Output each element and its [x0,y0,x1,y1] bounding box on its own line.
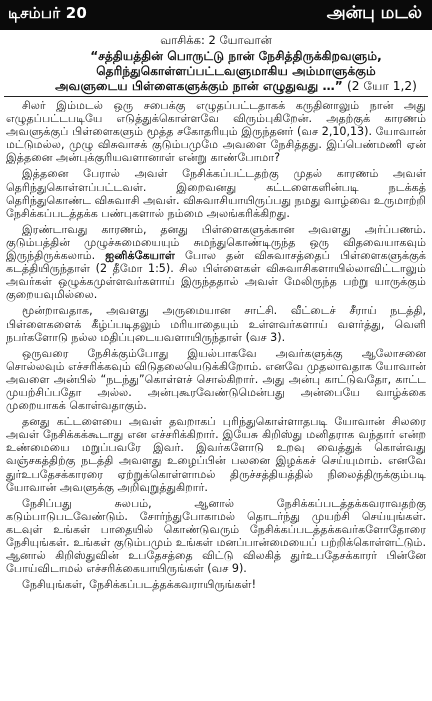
article-body [6,99,426,594]
reading-reference: வாசிக்க: 2 யோவான் [160,33,272,47]
header-date: டிசம்பர் 20 [8,4,88,22]
verse-line: தெரிந்துகொள்ளப்பட்டவளுமாகிய அம்மாளுக்கும் [96,64,376,78]
verse-line-text: அவளுடைய பிள்ளைகளுக்கும் நான் எழுதுவது …” [55,79,343,93]
paragraph: ஒருவரை நேசிக்கும்போது இயல்பாகவே அவர்களுக்கு ஆலோசனை சொல்லவும் எச்சரிக்கவும் விடுதலையெடுக்கிறோம். எனவே முதலாவதாக யோவான் அவளை அன்பில் “நடந்து”கொள்ளச் சொல்கிறார். அது அன்பு காட்டுவதோ, காட்ட முயற்சிப்பதோ அல்ல. அன்புகூரவேண்டுமென்பது அன்பையே வாழ்க்கை முறையாகக் கொள்வதாகும். [6,346,426,413]
verse-line [50,79,422,94]
highlighted-name: ஐனிக்கேயாள் [105,249,175,263]
paragraph: இத்தனை பேரால் அவள் நேசிக்கப்பட்டதற்கு முதல் காரணம் அவள் தெரிந்துகொள்ளப்பட்டவள். இறைவனது கட்டளைகளின்படி நடக்கத் தெரிந்துகொண்ட விசுவாசி அவள். விசுவாசியாயிருப்பது நமது வாழ்வை உருமாற்றி நேசிக்கப்படத்தக்க பண்புகளால் நம்மை அலங்கரிக்கிறது. [6,167,427,220]
paragraph-text: போல தன் விசுவாசத்தைப் பிள்ளைகளுக்குக் கடத்தியிருந்தாள் (2 தீமோ 1:5). சில பிள்ளைகள் விசுவாசிகளாயில்லாவிட்டாலும் அவர்கள் ஒழுக்கமுள்ளவர்களாய் இருந்ததால் அவள் மேலிருந்த பற்று யாருக்கும் குறையவுமில்லை. [6,249,426,302]
verse-line: “சத்தியத்தின் பொருட்டு நான் நேசித்திருக்கிறவளும், [90,49,382,63]
paragraph: மூன்றாவதாக, அவளது அருமையான சாட்சி. வீட்டைச் சீராய் நடத்தி, பிள்ளைகளைக் கீழ்ப்படிதலும் மரியாதையும் உள்ளவர்களாய் வளர்த்து, வெளி நபர்களோடு நல்ல மதிப்புடையவளாயிருந்தாள் (வச 3). [6,304,426,344]
closing-line: நேசியுங்கள், நேசிக்கப்படத்தக்கவராயிருங்கள்! [22,578,257,592]
paragraph: தனது கட்டளையை அவள் தவறாகப் புரிந்துகொள்ளாதபடி யோவான் சிலரை அவள் நேசிக்கக்கூடாது என எச்சரிக்கிறார். இயேசு கிறிஸ்து மனிதராக வந்தார் என்ற உண்மையை மறுப்பவரே இவர். இவர்களோடு உறவு வைத்துக் கொள்வது வஞ்சகத்திற்கு நடத்தி அவளது உழைப்பின் பலனை இழக்கச் செய்யுமாம். எனவே துர்உபதேசக்காரரை ஏற்றுக்கொள்ளாமல் திருச்சத்தியத்தில் நிலைத்திருக்கும்படி யோவான் அவளுக்கு அறிவுறுத்துகிறார். [6,415,426,494]
header-title: அன்பு மடல் [326,3,422,23]
paragraph: சிலர் இம்மடல் ஒரு சபைக்கு எழுதப்பட்டதாகக் கருதினாலும் நான் அது எழுதப்பட்டபடியே எடுத்துக்கொள்ளவே விரும்புகிறேன். அதற்குக் காரணம் அவளுக்குப் பிள்ளைகளும் மூத்த சகோதரியும் இருந்தனர் (வச 2,10,13). யோவான் மட்டுமல்ல, முழு விசுவாசக் குடும்பமுமே அவளை நேசித்தது. இப்பெண்மணி ஏன் இத்தனை அன்புக்குரியவளானாள் என்று காண்போமா? [6,99,426,165]
verse-reference: (2 யோ 1,2) [347,79,417,93]
divider [4,96,428,97]
paragraph: நேசிப்பது சுலபம், ஆனால் நேசிக்கப்படத்தக்கவராவதற்கு கடும்பாடுபடவேண்டும். சோர்ந்துபோகாமல் தொடர்ந்து முயற்சி செய்யுங்கள். கடவுள் உங்கள் பாதையில் கொண்டுவரும் நேசிக்கப்படத்தக்கவர்களோதோரை நேசியுங்கள். உங்கள் குடும்பமும் உங்கள் மனப்பான்மையைப் பற்றிக்கொள்ளட்டும். ஆனால் கிறிஸ்துவின் உபதேசத்தை விட்டு விலகித் துர்உபதேசக்காரர் பின்னே போய்விடாமல் எச்சரிக்கையாயிருங்கள் (வச 9). [6,496,426,576]
page-header [0,0,432,30]
paragraph-text: இரண்டாவது காரணம், தனது பிள்ளைகளுக்கான அவளது அர்ப்பணம். குடும்பத்தின் முழுச்சுமையையும் சுமந்துகொண்டிருந்த ஒரு விதவையாகவும் இருந்திருக்கலாம். [6,222,426,263]
key-verse [50,49,422,94]
paragraph [6,223,426,302]
